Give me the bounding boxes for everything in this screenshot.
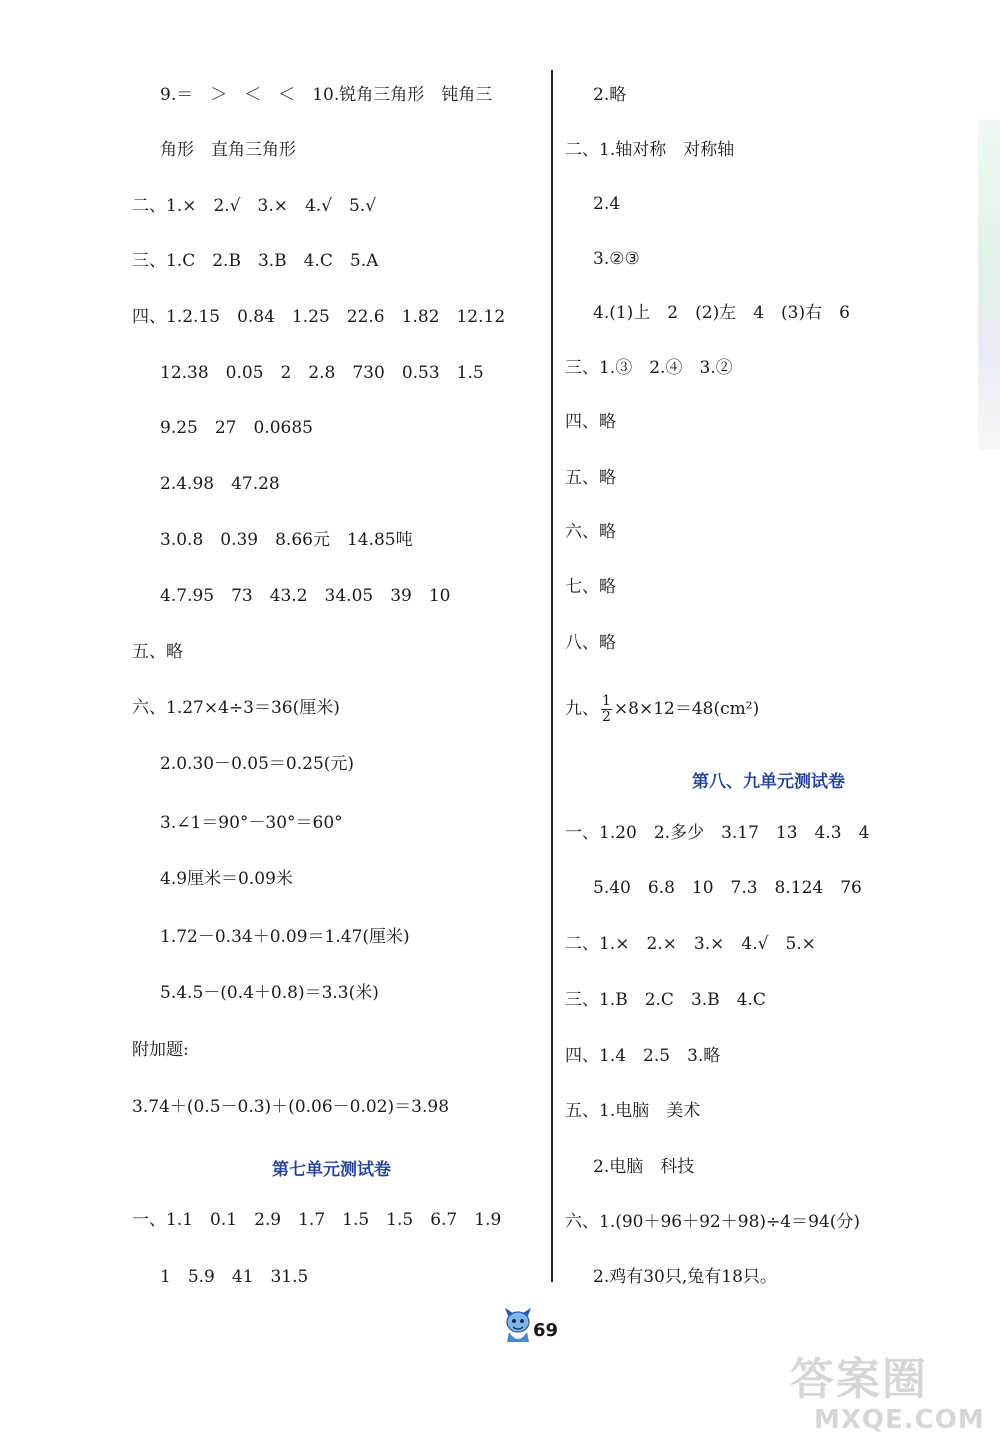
answer-line: 4.9厘米＝0.09米 <box>160 869 293 889</box>
fraction-denominator: 2 <box>602 709 611 725</box>
answer-line: 2.略 <box>593 85 627 105</box>
watermark-url: MXQE.COM <box>814 1405 985 1435</box>
answer-line: 3.0.8 0.39 8.66元 14.85吨 <box>160 530 413 550</box>
page-number: 69 <box>533 1320 559 1341</box>
answer-line: 八、略 <box>565 633 616 653</box>
answer-line: 3.②③ <box>593 249 640 269</box>
answer-line: 五、1.电脑 美术 <box>565 1101 701 1121</box>
watermark-logo-text: 答案圈 <box>790 1354 928 1405</box>
answer-line: 2.鸡有30只,兔有18只。 <box>593 1267 777 1287</box>
answer-line: 2.4 <box>593 194 621 214</box>
answer-line: 五、略 <box>565 468 616 488</box>
answer-line: 3.74＋(0.5－0.3)＋(0.06－0.02)＝3.98 <box>132 1097 450 1117</box>
answer-line: 3.∠1＝90°－30°＝60° <box>160 813 343 833</box>
answer-line: 1.72－0.34＋0.09＝1.47(厘米) <box>160 927 410 947</box>
answer-line: 附加题: <box>132 1040 189 1060</box>
answer-line: 六、1.27×4÷3＝36(厘米) <box>132 698 340 718</box>
answer-line: 2.0.30－0.05＝0.25(元) <box>160 754 355 774</box>
answer-line: 四、1.2.15 0.84 1.25 22.6 1.82 12.12 <box>132 307 506 327</box>
fraction-prefix: 九、 <box>565 699 599 719</box>
answer-line: 二、1.轴对称 对称轴 <box>565 140 735 160</box>
answer-line: 5.4.5－(0.4＋0.8)＝3.3(米) <box>160 983 379 1003</box>
answer-line: 4.7.95 73 43.2 34.05 39 10 <box>160 586 451 606</box>
answer-line: 六、略 <box>565 522 616 542</box>
answer-line: 三、1.③ 2.④ 3.② <box>565 358 733 378</box>
answer-line: 1 5.9 41 31.5 <box>160 1267 309 1287</box>
answer-line: 一、1.1 0.1 2.9 1.7 1.5 1.5 6.7 1.9 <box>132 1210 502 1230</box>
scan-edge <box>978 120 1000 450</box>
section-heading: 第八、九单元测试卷 <box>692 772 845 792</box>
mascot-icon <box>501 1306 535 1346</box>
fraction <box>601 694 612 725</box>
answer-line: 六、1.(90＋96＋92＋98)÷4＝94(分) <box>565 1212 860 1232</box>
column-divider <box>551 70 553 1282</box>
answer-line: 四、略 <box>565 412 616 432</box>
answer-line: 角形 直角三角形 <box>160 140 296 160</box>
answer-line: 2.电脑 科技 <box>593 1157 695 1177</box>
answer-line: 12.38 0.05 2 2.8 730 0.53 1.5 <box>160 363 484 383</box>
answer-line: 七、略 <box>565 577 616 597</box>
answer-line: 四、1.4 2.5 3.略 <box>565 1046 721 1066</box>
answer-line: 5.40 6.8 10 7.3 8.124 76 <box>593 878 862 898</box>
section-heading: 第七单元测试卷 <box>272 1160 391 1180</box>
answer-line: 9.＝ ＞ ＜ ＜ 10.锐角三角形 钝角三 <box>160 85 493 105</box>
fraction-rest: ×8×12＝48(cm²) <box>613 699 760 719</box>
answer-line: 4.(1)上 2 (2)左 4 (3)右 6 <box>593 303 850 323</box>
answer-line: 三、1.C 2.B 3.B 4.C 5.A <box>132 251 379 271</box>
answer-line: 一、1.20 2.多少 3.17 13 4.3 4 <box>565 823 870 843</box>
fraction-answer-line <box>565 694 759 725</box>
answer-line: 二、1.× 2.√ 3.× 4.√ 5.√ <box>132 196 377 216</box>
answer-line: 五、略 <box>132 642 183 662</box>
answer-line: 三、1.B 2.C 3.B 4.C <box>565 990 766 1010</box>
answer-line: 2.4.98 47.28 <box>160 474 280 494</box>
fraction-numerator: 1 <box>602 693 611 709</box>
answer-line: 二、1.× 2.× 3.× 4.√ 5.× <box>565 934 816 954</box>
answer-line: 9.25 27 0.0685 <box>160 418 313 438</box>
watermark <box>790 1355 995 1440</box>
